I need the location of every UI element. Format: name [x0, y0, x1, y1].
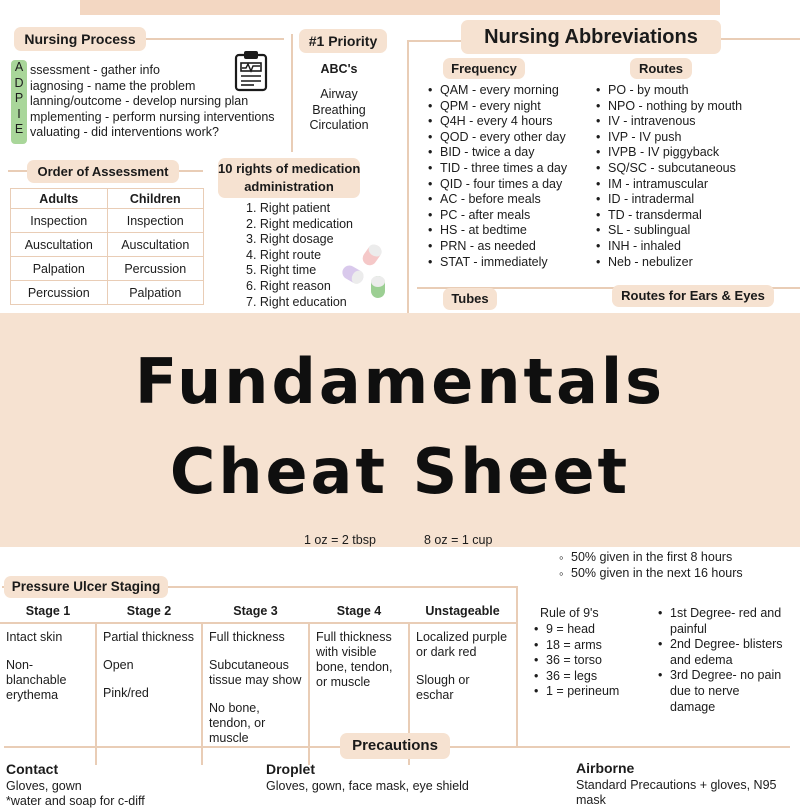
assessment-cell: Inspection	[107, 209, 204, 233]
contact-note: *water and soap for c-diff	[6, 794, 145, 808]
frequency-item: • HS - at bedtime	[426, 223, 567, 239]
divider	[720, 38, 800, 40]
route-item: • TD - transdermal	[594, 208, 742, 224]
ulcer-text: Full thickness with visible bone, tendon, or muscle	[316, 630, 393, 689]
frequency-item: • PC - after meals	[426, 208, 567, 224]
rule9-item: • 1 = perineum	[532, 684, 619, 700]
conversion-left: 1 oz = 2 tbsp	[304, 533, 376, 547]
frequency-item: • AC - before meals	[426, 192, 567, 208]
ulcer-text: Pink/red	[103, 686, 149, 700]
frequency-item: • PRN - as needed	[426, 239, 567, 255]
divider	[450, 746, 790, 748]
table-row	[11, 209, 204, 233]
contact-title: Contact	[6, 761, 59, 777]
ulcer-title: Pressure Ulcer Staging	[4, 576, 168, 598]
title-banner	[0, 313, 800, 547]
right-item: 7. Right education	[246, 294, 347, 309]
assessment-cell: Palpation	[11, 257, 108, 281]
banner-title-line1: Fundamentals	[134, 345, 666, 418]
divider	[407, 40, 409, 313]
airborne-title: Airborne	[576, 760, 635, 776]
adpie-letter: P	[14, 91, 24, 106]
right-item: 3. Right dosage	[246, 232, 334, 247]
precautions-title: Precautions	[340, 733, 450, 759]
ulcer-text: No bone, tendon, or muscle	[209, 701, 266, 745]
ulcer-text: Non-blanchable erythema	[6, 658, 67, 702]
ulcer-cell	[202, 623, 309, 765]
rights-title-line: 10 rights of medication	[218, 161, 361, 176]
right-item: 4. Right route	[246, 247, 322, 262]
route-item: • IV - intravenous	[594, 114, 742, 130]
top-strip	[80, 0, 720, 15]
route-item: • NPO - nothing by mouth	[594, 99, 742, 115]
right-item: 1. Right patient	[246, 201, 331, 215]
ulcer-text: Full thickness	[209, 630, 285, 644]
assessment-cell: Percussion	[107, 257, 204, 281]
assessment-table	[10, 188, 204, 305]
airborne-text-2: mask	[576, 793, 606, 807]
routes-list	[594, 83, 742, 270]
droplet-title: Droplet	[266, 761, 315, 777]
assessment-cell: Auscultation	[11, 233, 108, 257]
route-item: • SQ/SC - subcutaneous	[594, 161, 742, 177]
divider	[4, 746, 340, 748]
burn-item: • 3rd Degree- no pain due to nerve damage	[656, 668, 786, 715]
assessment-cell: Palpation	[107, 281, 204, 305]
ulcer-text: Intact skin	[6, 630, 63, 644]
frequency-item: • TID - three times a day	[426, 161, 567, 177]
rule9-item: • 9 = head	[532, 622, 619, 638]
frequency-item: • STAT - immediately	[426, 255, 567, 271]
rule9-title: Rule of 9's	[540, 606, 599, 620]
frequency-item: • Q4H - every 4 hours	[426, 114, 567, 130]
ulcer-text: Localized purple or dark red	[416, 630, 508, 659]
burn-item: • 2nd Degree- blisters and edema	[656, 637, 786, 668]
airborne-text: Standard Precautions + gloves, N95	[576, 778, 777, 792]
divider	[291, 34, 293, 152]
nursing-process-title: Nursing Process	[14, 27, 146, 51]
ulcer-header: Stage 3	[202, 599, 309, 623]
tubes-title: Tubes	[443, 288, 497, 310]
priority-item: Airway	[320, 87, 358, 101]
ulcer-text: Subcutaneous tissue may show	[209, 658, 302, 687]
route-item: • IVPB - IV piggyback	[594, 145, 742, 161]
divider	[8, 170, 28, 172]
assessment-cell: Inspection	[11, 209, 108, 233]
conversion-right: 8 oz = 1 cup	[424, 533, 493, 547]
route-item: • PO - by mouth	[594, 83, 742, 99]
divider	[146, 38, 284, 40]
frequency-item: • BID - twice a day	[426, 145, 567, 161]
assessment-header: Adults	[11, 189, 108, 209]
frequency-item: • QOD - every other day	[426, 130, 567, 146]
right-item: 6. Right reason	[246, 278, 331, 293]
right-item: 5. Right time	[246, 263, 317, 278]
rule9-list	[532, 622, 619, 700]
priority-title: #1 Priority	[299, 29, 387, 53]
priority-subtitle: ABC's	[320, 62, 358, 76]
fluid-item: ◦ 50% given in the first 8 hours	[557, 550, 743, 566]
fluid-resuscitation-list	[557, 550, 743, 581]
adpie-letter: E	[14, 122, 24, 137]
assessment-header: Children	[107, 189, 204, 209]
step-text: mplementing - perform nursing interventions	[30, 109, 275, 124]
rights-title	[218, 158, 360, 198]
route-item: • ID - intradermal	[594, 192, 742, 208]
abbreviations-title: Nursing Abbreviations	[461, 20, 721, 54]
burn-item: • 1st Degree- red and painful	[656, 606, 786, 637]
frequency-list	[426, 83, 567, 270]
adpie-bar	[11, 60, 27, 144]
droplet-text: Gloves, gown, face mask, eye shield	[266, 779, 469, 793]
frequency-item: • QPM - every night	[426, 99, 567, 115]
route-item: • IVP - IV push	[594, 130, 742, 146]
route-item: • IM - intramuscular	[594, 177, 742, 193]
step-text: iagnosing - name the problem	[30, 78, 196, 93]
ulcer-header: Stage 4	[309, 599, 409, 623]
frequency-item: • QAM - every morning	[426, 83, 567, 99]
ulcer-header: Unstageable	[409, 599, 516, 623]
frequency-title: Frequency	[443, 58, 525, 79]
ulcer-text: Partial thickness	[103, 630, 195, 644]
step-text: lanning/outcome - develop nursing plan	[30, 94, 249, 109]
table-row	[11, 281, 204, 305]
ulcer-text: Slough or eschar	[416, 673, 470, 702]
ulcer-text: Open	[103, 658, 134, 672]
step-text: valuating - did interventions work?	[30, 125, 219, 140]
ulcer-cell	[0, 623, 96, 765]
rule9-item: • 36 = torso	[532, 653, 619, 669]
assessment-cell: Percussion	[11, 281, 108, 305]
divider	[407, 40, 463, 42]
routes-title: Routes	[630, 58, 692, 79]
adpie-letter: D	[14, 75, 24, 90]
priority-list	[296, 87, 382, 134]
ulcer-header: Stage 2	[96, 599, 202, 623]
route-item: • INH - inhaled	[594, 239, 742, 255]
assessment-title: Order of Assessment	[27, 160, 179, 183]
fluid-item: ◦ 50% given in the next 16 hours	[557, 566, 743, 582]
right-item: 2. Right medication	[246, 216, 354, 231]
assessment-cell: Auscultation	[107, 233, 204, 257]
burn-degree-list	[656, 606, 786, 715]
rule9-item: • 36 = legs	[532, 669, 619, 685]
ears-eyes-title: Routes for Ears & Eyes	[612, 285, 774, 307]
adpie-letter: A	[14, 60, 24, 74]
divider	[179, 170, 203, 172]
contact-text: Gloves, gown	[6, 779, 82, 793]
pill-capsule-icon	[338, 242, 390, 300]
rights-title-line: administration	[244, 179, 334, 194]
priority-item: Breathing	[312, 102, 366, 117]
ulcer-cell	[96, 623, 202, 765]
step-text: ssessment - gather info	[30, 63, 160, 77]
table-row	[11, 233, 204, 257]
rights-list	[246, 201, 353, 310]
ulcer-header: Stage 1	[0, 599, 96, 623]
clipboard-icon	[234, 50, 268, 92]
rule9-item: • 18 = arms	[532, 638, 619, 654]
route-item: • SL - sublingual	[594, 223, 742, 239]
divider	[516, 586, 518, 746]
adpie-letter: I	[17, 106, 21, 121]
frequency-item: • QID - four times a day	[426, 177, 567, 193]
table-row	[11, 257, 204, 281]
route-item: • Neb - nebulizer	[594, 255, 742, 271]
conversion-clipped	[300, 533, 560, 550]
priority-item: Circulation	[309, 118, 369, 133]
banner-title-line2: Cheat Sheet	[169, 435, 631, 508]
